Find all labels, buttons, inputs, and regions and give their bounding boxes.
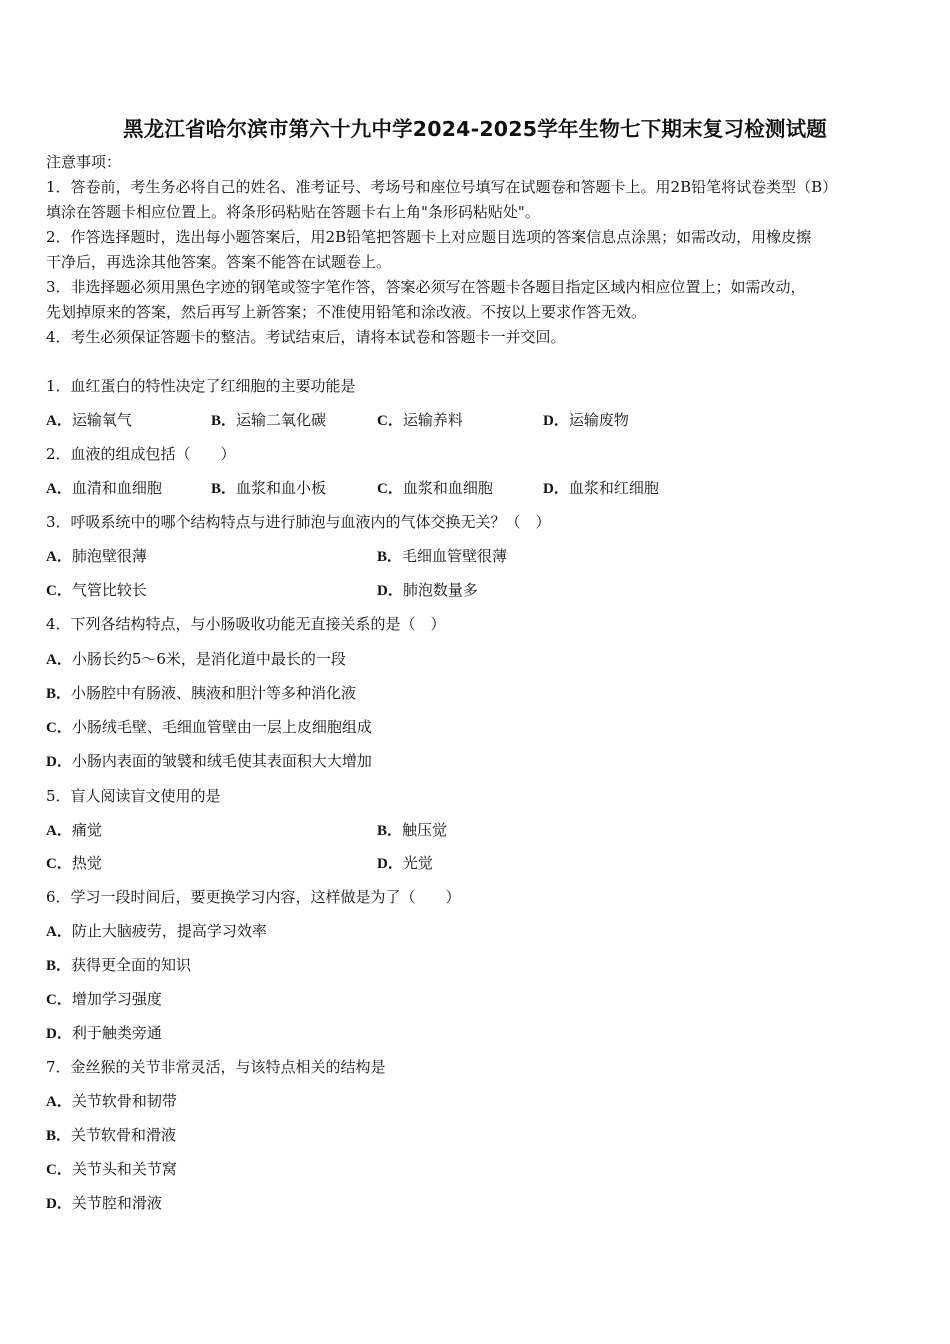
page-title: 黑龙江省哈尔滨市第六十九中学2024-2025学年生物七下期末复习检测试题 bbox=[122, 117, 828, 141]
notice-line: 干净后，再选涂其他答案。答案不能答在试题卷上。 bbox=[46, 253, 392, 271]
option-d: D．血浆和红细胞 bbox=[543, 479, 659, 497]
option-b: B．血浆和血小板 bbox=[211, 479, 327, 497]
option-c: C．增加学习强度 bbox=[46, 990, 162, 1008]
notice-line: 1．答卷前，考生务必将自己的姓名、准考证号、考场号和座位号填写在试题卷和答题卡上。用2B铅笔将试卷类型（B） bbox=[46, 178, 838, 196]
question-stem: 6．学习一段时间后，要更换学习内容，这样做是为了（ ） bbox=[46, 888, 461, 906]
option-b: B．小肠腔中有肠液、胰液和胆汁等多种消化液 bbox=[46, 684, 357, 702]
option-b: B．运输二氧化碳 bbox=[211, 411, 327, 429]
question-stem: 1．血红蛋白的特性决定了红细胞的主要功能是 bbox=[46, 377, 356, 395]
option-a: A．肺泡壁很薄 bbox=[46, 547, 147, 565]
option-d: D．小肠内表面的皱襞和绒毛使其表面积大大增加 bbox=[46, 752, 372, 770]
option-a: A．血清和血细胞 bbox=[46, 479, 162, 497]
option-b: B．触压觉 bbox=[377, 821, 448, 839]
option-d: D．光觉 bbox=[377, 854, 433, 872]
option-b: B．关节软骨和滑液 bbox=[46, 1126, 177, 1144]
option-d: D．肺泡数量多 bbox=[377, 581, 478, 599]
option-a: A．运输氧气 bbox=[46, 411, 132, 429]
option-d: D．运输废物 bbox=[543, 411, 629, 429]
option-c: C．运输养料 bbox=[377, 411, 463, 429]
notice-line: 3．非选择题必须用黑色字迹的钢笔或签字笔作答，答案必须写在答题卡各题目指定区域内相应位置上；如需改动， bbox=[46, 278, 806, 296]
notice-heading: 注意事项： bbox=[46, 153, 122, 171]
option-c: C．血浆和血细胞 bbox=[377, 479, 493, 497]
question-stem: 3．呼吸系统中的哪个结构特点与进行肺泡与血液内的气体交换无关？（ ） bbox=[46, 513, 551, 531]
notice-line: 填涂在答题卡相应位置上。将条形码粘贴在答题卡右上角"条形码粘贴处"。 bbox=[46, 203, 540, 221]
option-c: C．热觉 bbox=[46, 854, 102, 872]
option-b: B．毛细血管壁很薄 bbox=[377, 547, 508, 565]
option-d: D．利于触类旁通 bbox=[46, 1024, 162, 1042]
question-stem: 4．下列各结构特点，与小肠吸收功能无直接关系的是（ ） bbox=[46, 615, 446, 633]
option-c: C．关节头和关节窝 bbox=[46, 1160, 177, 1178]
option-b: B．获得更全面的知识 bbox=[46, 956, 192, 974]
option-a: A．痛觉 bbox=[46, 821, 102, 839]
question-stem: 2．血液的组成包括（ ） bbox=[46, 445, 236, 463]
option-a: A．关节软骨和韧带 bbox=[46, 1092, 177, 1110]
question-stem: 5．盲人阅读盲文使用的是 bbox=[46, 787, 221, 805]
option-c: C．气管比较长 bbox=[46, 581, 147, 599]
question-stem: 7．金丝猴的关节非常灵活，与该特点相关的结构是 bbox=[46, 1058, 386, 1076]
option-d: D．关节腔和滑液 bbox=[46, 1194, 162, 1212]
notice-line: 4．考生必须保证答题卡的整洁。考试结束后，请将本试卷和答题卡一并交回。 bbox=[46, 328, 566, 346]
option-a: A．小肠长约5～6米，是消化道中最长的一段 bbox=[46, 650, 346, 668]
option-a: A．防止大脑疲劳，提高学习效率 bbox=[46, 922, 267, 940]
notice-line: 先划掉原来的答案，然后再写上新答案；不准使用铅笔和涂改液。不按以上要求作答无效。 bbox=[46, 303, 647, 321]
option-c: C．小肠绒毛壁、毛细血管壁由一层上皮细胞组成 bbox=[46, 718, 372, 736]
notice-line: 2．作答选择题时，选出每小题答案后，用2B铅笔把答题卡上对应题目选项的答案信息点涂黑；如需改动，用橡皮擦 bbox=[46, 228, 812, 246]
